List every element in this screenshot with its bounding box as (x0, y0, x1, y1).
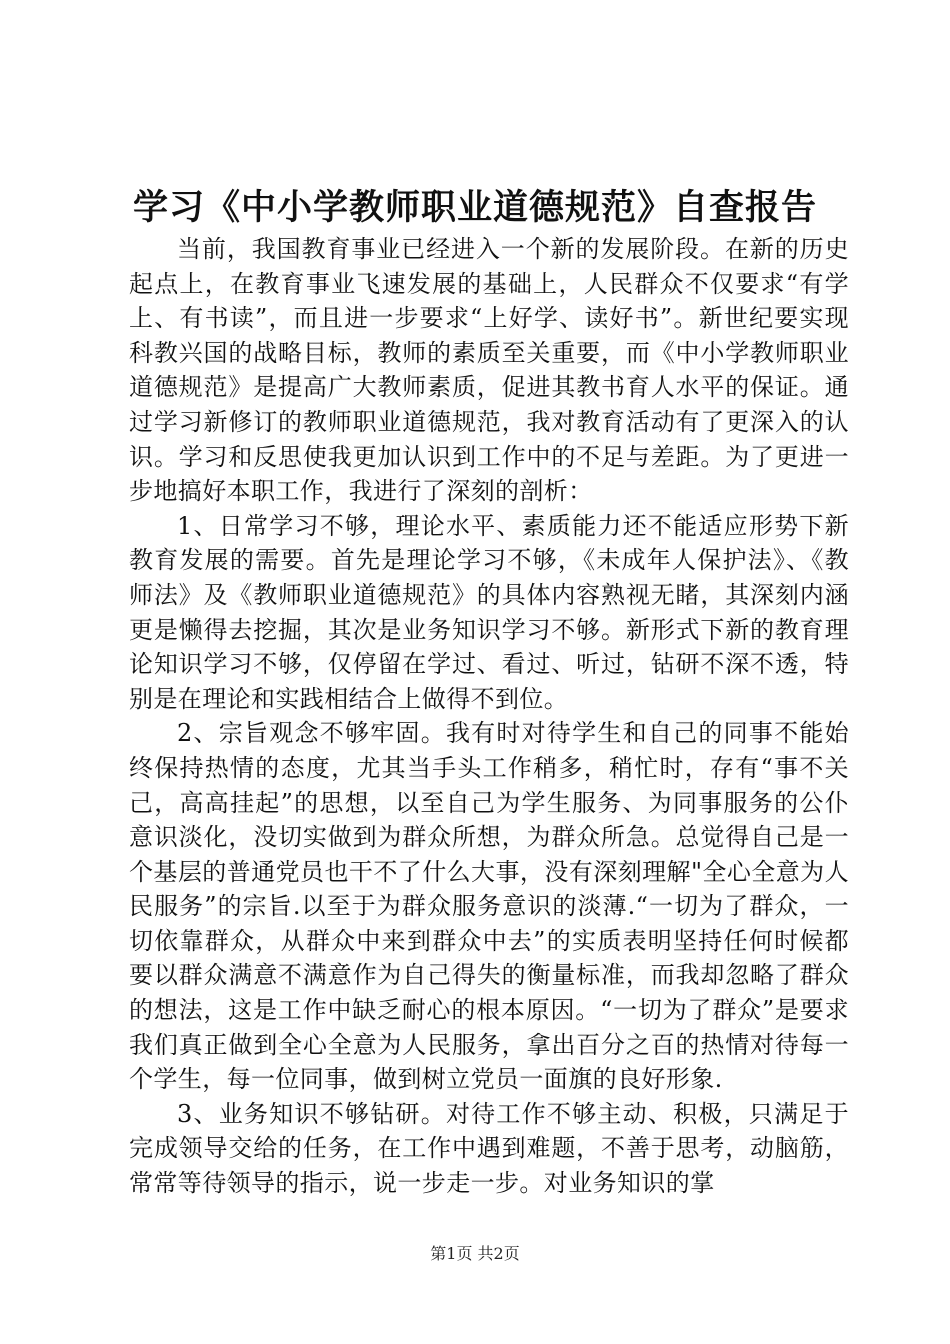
intro-paragraph: 当前，我国教育事业已经进入一个新的发展阶段。在新的历史起点上，在教育事业飞速发展的基础上，人民群众不仅要求“有学上、有书读”，而且进一步要求“上好学、读好书”。新世纪要实现科教兴国的战略目标，教师的素质至关重要，而《中小学教师职业道德规范》是提高广大教师素质，促进其教书育人水平的保证。通过学习新修订的教师职业道德规范，我对教育活动有了更深入的认识。学习和反思使我更加认识到工作中的不足与差距。为了更进一步地搞好本职工作，我进行了深刻的剖析： (129, 235, 849, 506)
point-2-paragraph: 2、宗旨观念不够牢固。我有时对待学生和自己的同事不能始终保持热情的态度，尤其当手头工作稍多，稍忙时，存有“事不关己，高高挂起”的思想，以至自己为学生服务、为同事服务的公仆意识淡化，没切实做到为群众所想，为群众所急。总觉得自己是一个基层的普通党员也干不了什么大事，没有深刻理解"全心全意为人民服务”的宗旨.以至于为群众服务意识的淡薄.“一切为了群众，一切依靠群众，从群众中来到群众中去”的实质表明坚持任何时候都要以群众满意不满意作为自己得失的衡量标准，而我却忽略了群众的想法，这是工作中缺乏耐心的根本原因。“一切为了群众”是要求我们真正做到全心全意为人民服务，拿出百分之百的热情对待每一个学生，每一位同事，做到树立党员一面旗的良好形象. (129, 719, 849, 1094)
document-body (129, 232, 849, 1201)
document-title: 学习《中小学教师职业道德规范》自查报告 (132, 187, 817, 228)
point-1-paragraph: 1、日常学习不够，理论水平、素质能力还不能适应形势下新教育发展的需要。首先是理论学习不够，《未成年人保护法》、《教师法》及《教师职业道德规范》的具体内容熟视无睹，其深刻内涵更是懒得去挖掘，其次是业务知识学习不够。新形式下新的教育理论知识学习不够，仅停留在学过、看过、听过，钻研不深不透，特别是在理论和实践相结合上做得不到位。 (129, 511, 849, 713)
point-3-paragraph: 3、业务知识不够钻研。对待工作不够主动、积极，只满足于完成领导交给的任务，在工作中遇到难题，不善于思考，动脑筋，常常等待领导的指示，说一步走一步。对业务知识的掌 (129, 1099, 849, 1198)
page-footer: 第1页 共2页 (430, 1244, 520, 1263)
